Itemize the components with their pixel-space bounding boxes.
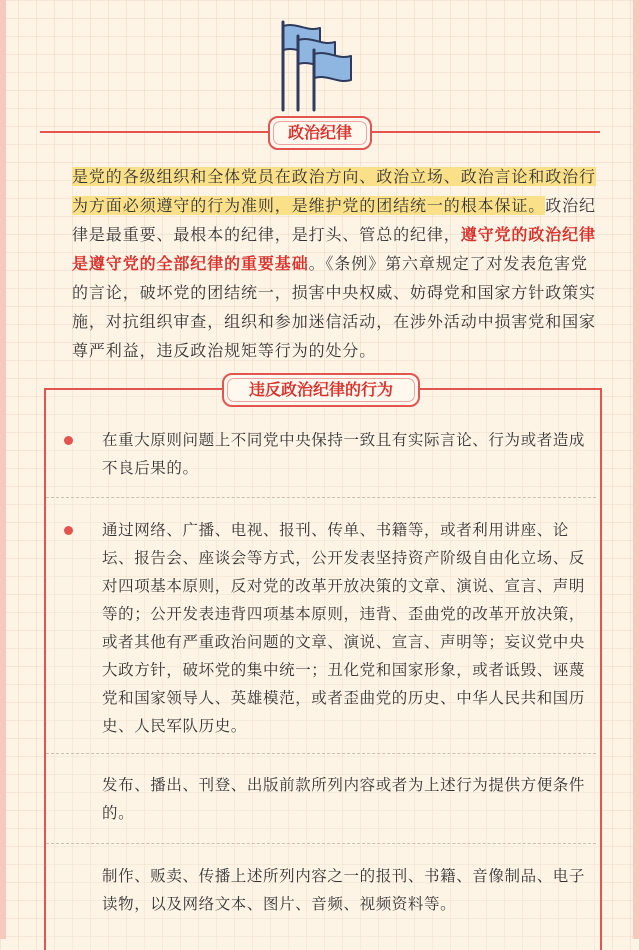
subsection-title: 违反政治纪律的行为 (222, 373, 420, 407)
flags-icon (268, 14, 368, 114)
right-border-stripe (633, 0, 639, 939)
intro-text-2: 。《条例》第六章规定了对发表危害党的言论，破坏党的团结统一，损害中央权威、妨碍党和国家方针政策实施，对抗组织审查，组织和参加迷信活动，在涉外活动中损害党和国家尊严利益，违反政治规矩等行为的处分。 (72, 254, 596, 360)
list-item: 制作、贩卖、传播上述所列内容之一的报刊、书籍、音像制品、电子读物，以及网络文本、图片、音频、视频资料等。 (102, 867, 586, 913)
list-item: 在重大原则问题上不同党中央保持一致且有实际言论、行为或者造成不良后果的。 (102, 431, 586, 477)
left-border-stripe (0, 0, 6, 939)
list-item: 通过网络、广播、电视、报刊、传单、书籍等，或者利用讲座、论坛、报告会、座谈会等方式，公开发表坚持资产阶级自由化立场、反对四项基本原则，反对党的改革开放决策的文章、演说、宣言、声明等的；公开发表违背四项基本原则，违背、歪曲党的改革开放决策，或者其他有严重政治问题的文章、演说、宣言、声明等；妄议党中央大政方针，破坏党的集中统一；丑化党和国家形象，或者诋毁、诬蔑党和国家领导人、英雄模范，或者歪曲党的历史、中华人民共和国历史、人民军队历史。 (102, 521, 586, 735)
section-title: 政治纪律 (268, 116, 372, 150)
intro-highlight: 是党的各级组织和全体党员在政治方向、政治立场、政治言论和政治行为方面必须遵守的行为准则，是维护党的团结统一的根本保证。 (72, 167, 596, 215)
title-divider-left (40, 131, 268, 133)
bullet-2 (64, 526, 73, 535)
list-item: 发布、播出、刊登、出版前款所列内容或者为上述行为提供方便条件的。 (102, 776, 586, 822)
intro-text-1: 政治纪律是最重要、最根本的纪律，是打头、管总的纪律， (72, 196, 596, 244)
intro-paragraph (72, 162, 602, 365)
divider (46, 843, 596, 844)
intro-emphasis: 遵守党的政治纪律是遵守党的全部纪律的重要基础 (72, 225, 596, 273)
divider (46, 753, 596, 754)
title-divider-right (370, 131, 600, 133)
divider (46, 497, 596, 498)
bullet-1 (64, 436, 73, 445)
